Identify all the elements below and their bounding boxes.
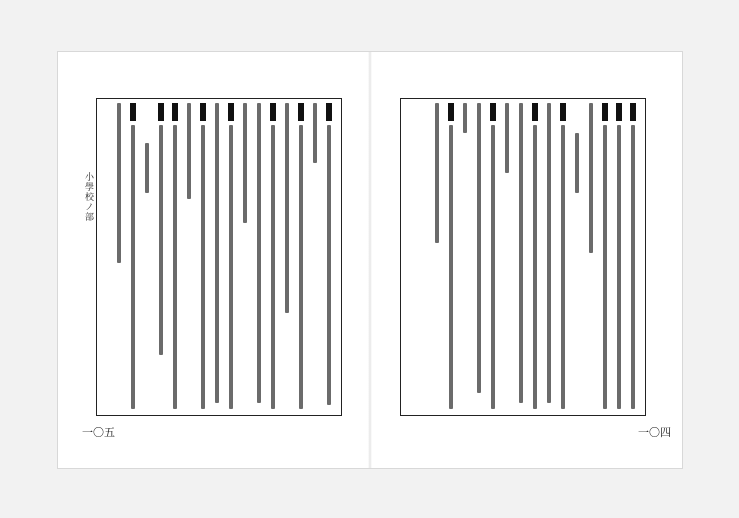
text-column	[311, 103, 319, 411]
text-column	[325, 103, 333, 411]
page-number: 一〇四	[638, 426, 671, 439]
text-column	[433, 103, 441, 411]
page-number: 一〇五	[82, 426, 115, 439]
text-column	[213, 103, 221, 411]
text-frame-right	[400, 98, 646, 416]
text-column	[185, 103, 193, 411]
text-column	[475, 103, 483, 411]
text-column	[227, 103, 235, 411]
text-column	[115, 103, 123, 411]
text-column	[461, 103, 469, 411]
text-column	[199, 103, 207, 411]
text-column	[447, 103, 455, 411]
text-column	[615, 103, 623, 411]
right-page	[370, 52, 682, 468]
text-column	[545, 103, 553, 411]
left-page	[58, 52, 370, 468]
text-column	[503, 103, 511, 411]
text-frame-left	[96, 98, 342, 416]
book-spread	[58, 52, 682, 468]
text-column	[629, 103, 637, 411]
text-column	[171, 103, 179, 411]
text-column	[241, 103, 249, 411]
text-column	[489, 103, 497, 411]
text-column	[587, 103, 595, 411]
text-column	[297, 103, 305, 411]
text-column	[517, 103, 525, 411]
text-column	[269, 103, 277, 411]
text-column	[531, 103, 539, 411]
text-column	[143, 103, 151, 411]
text-column	[573, 103, 581, 411]
text-column	[283, 103, 291, 411]
text-column	[601, 103, 609, 411]
running-head: 小學校ノ部	[83, 172, 93, 222]
text-column	[129, 103, 137, 411]
text-column	[559, 103, 567, 411]
text-column	[157, 103, 165, 411]
text-column	[255, 103, 263, 411]
